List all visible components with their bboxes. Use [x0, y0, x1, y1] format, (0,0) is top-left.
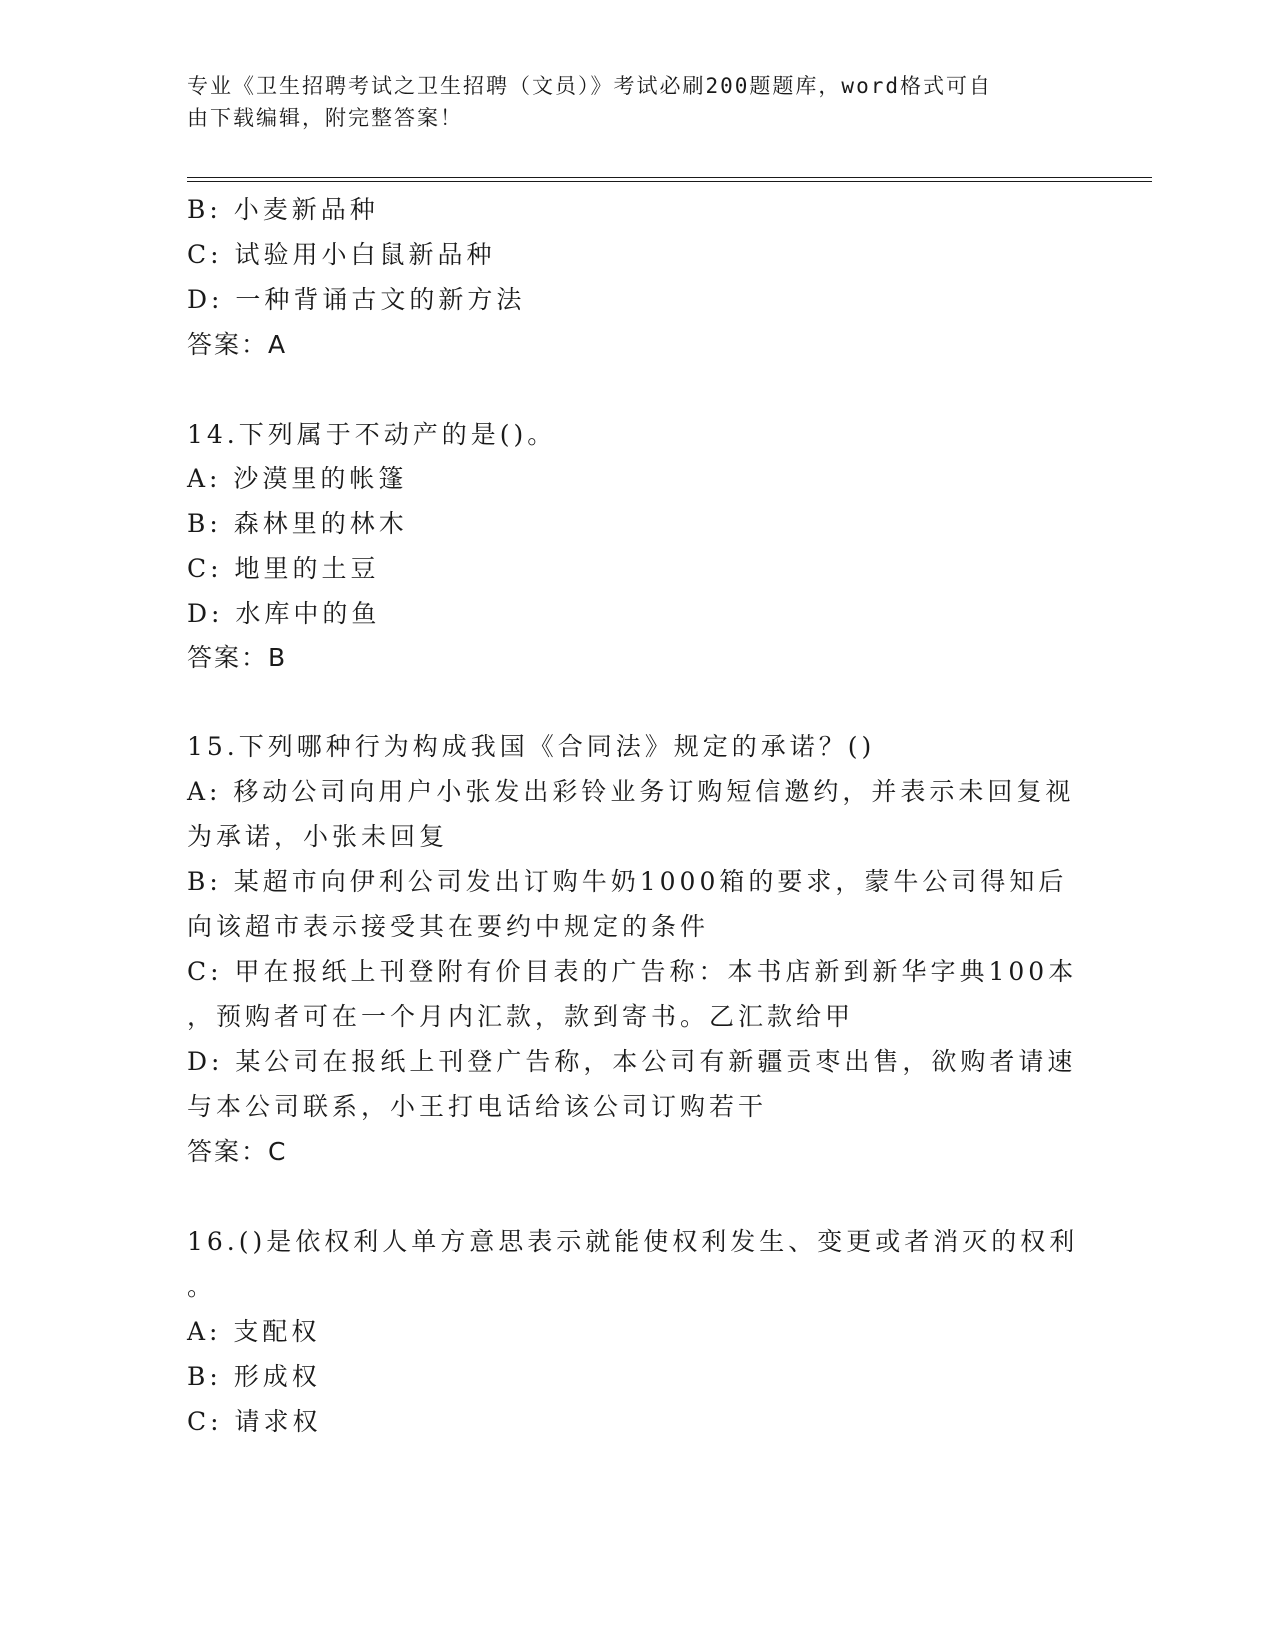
header-line-1: 专业《卫生招聘考试之卫生招聘（文员）》考试必刷200题题库，word格式可自 — [187, 74, 992, 98]
q14-question: 14.下列属于不动产的是()。 — [187, 420, 557, 449]
q13-option-c: C: 试验用小白鼠新品种 — [187, 240, 496, 269]
q14-option-b: B: 森林里的林木 — [187, 509, 408, 538]
document-header — [187, 70, 1067, 134]
q15-option-a-line1: A: 移动公司向用户小张发出彩铃业务订购短信邀约，并表示未回复视 — [187, 777, 1075, 806]
q16-question-line2: 。 — [187, 1272, 217, 1301]
q15-option-b-line2: 向该超市表示接受其在要约中规定的条件 — [187, 912, 710, 941]
q16-option-c: C: 请求权 — [187, 1407, 322, 1436]
q15-option-d-line1: D: 某公司在报纸上刊登广告称，本公司有新疆贡枣出售，欲购者请速 — [187, 1047, 1077, 1076]
q15-option-c-line1: C: 甲在报纸上刊登附有价目表的广告称：本书店新到新华字典100本 — [187, 957, 1078, 986]
q13-option-d: D: 一种背诵古文的新方法 — [187, 285, 526, 314]
q15-option-c-line2: ，预购者可在一个月内汇款，款到寄书。乙汇款给甲 — [187, 1002, 855, 1031]
q15-question: 15.下列哪种行为构成我国《合同法》规定的承诺？() — [187, 732, 876, 761]
header-line-2: 由下载编辑，附完整答案！ — [187, 106, 463, 130]
header-divider-top — [187, 177, 1152, 178]
header-divider-bottom — [187, 181, 1152, 182]
q14-answer: 答案：B — [187, 643, 288, 672]
q14-option-d: D: 水库中的鱼 — [187, 599, 381, 628]
q15-option-b-line1: B: 某超市向伊利公司发出订购牛奶1000箱的要求，蒙牛公司得知后 — [187, 867, 1068, 896]
q13-answer: 答案：A — [187, 330, 288, 359]
q15-answer: 答案：C — [187, 1137, 288, 1166]
q16-question-line1: 16.()是依权利人单方意思表示就能使权利发生、变更或者消灭的权利 — [187, 1227, 1079, 1256]
q13-option-b: B: 小麦新品种 — [187, 195, 379, 224]
q16-option-b: B: 形成权 — [187, 1362, 321, 1391]
q15-option-d-line2: 与本公司联系，小王打电话给该公司订购若干 — [187, 1092, 768, 1121]
q14-option-a: A: 沙漠里的帐篷 — [187, 464, 408, 493]
q15-option-a-line2: 为承诺，小张未回复 — [187, 822, 449, 851]
q16-option-a: A: 支配权 — [187, 1317, 321, 1346]
q14-option-c: C: 地里的土豆 — [187, 554, 380, 583]
